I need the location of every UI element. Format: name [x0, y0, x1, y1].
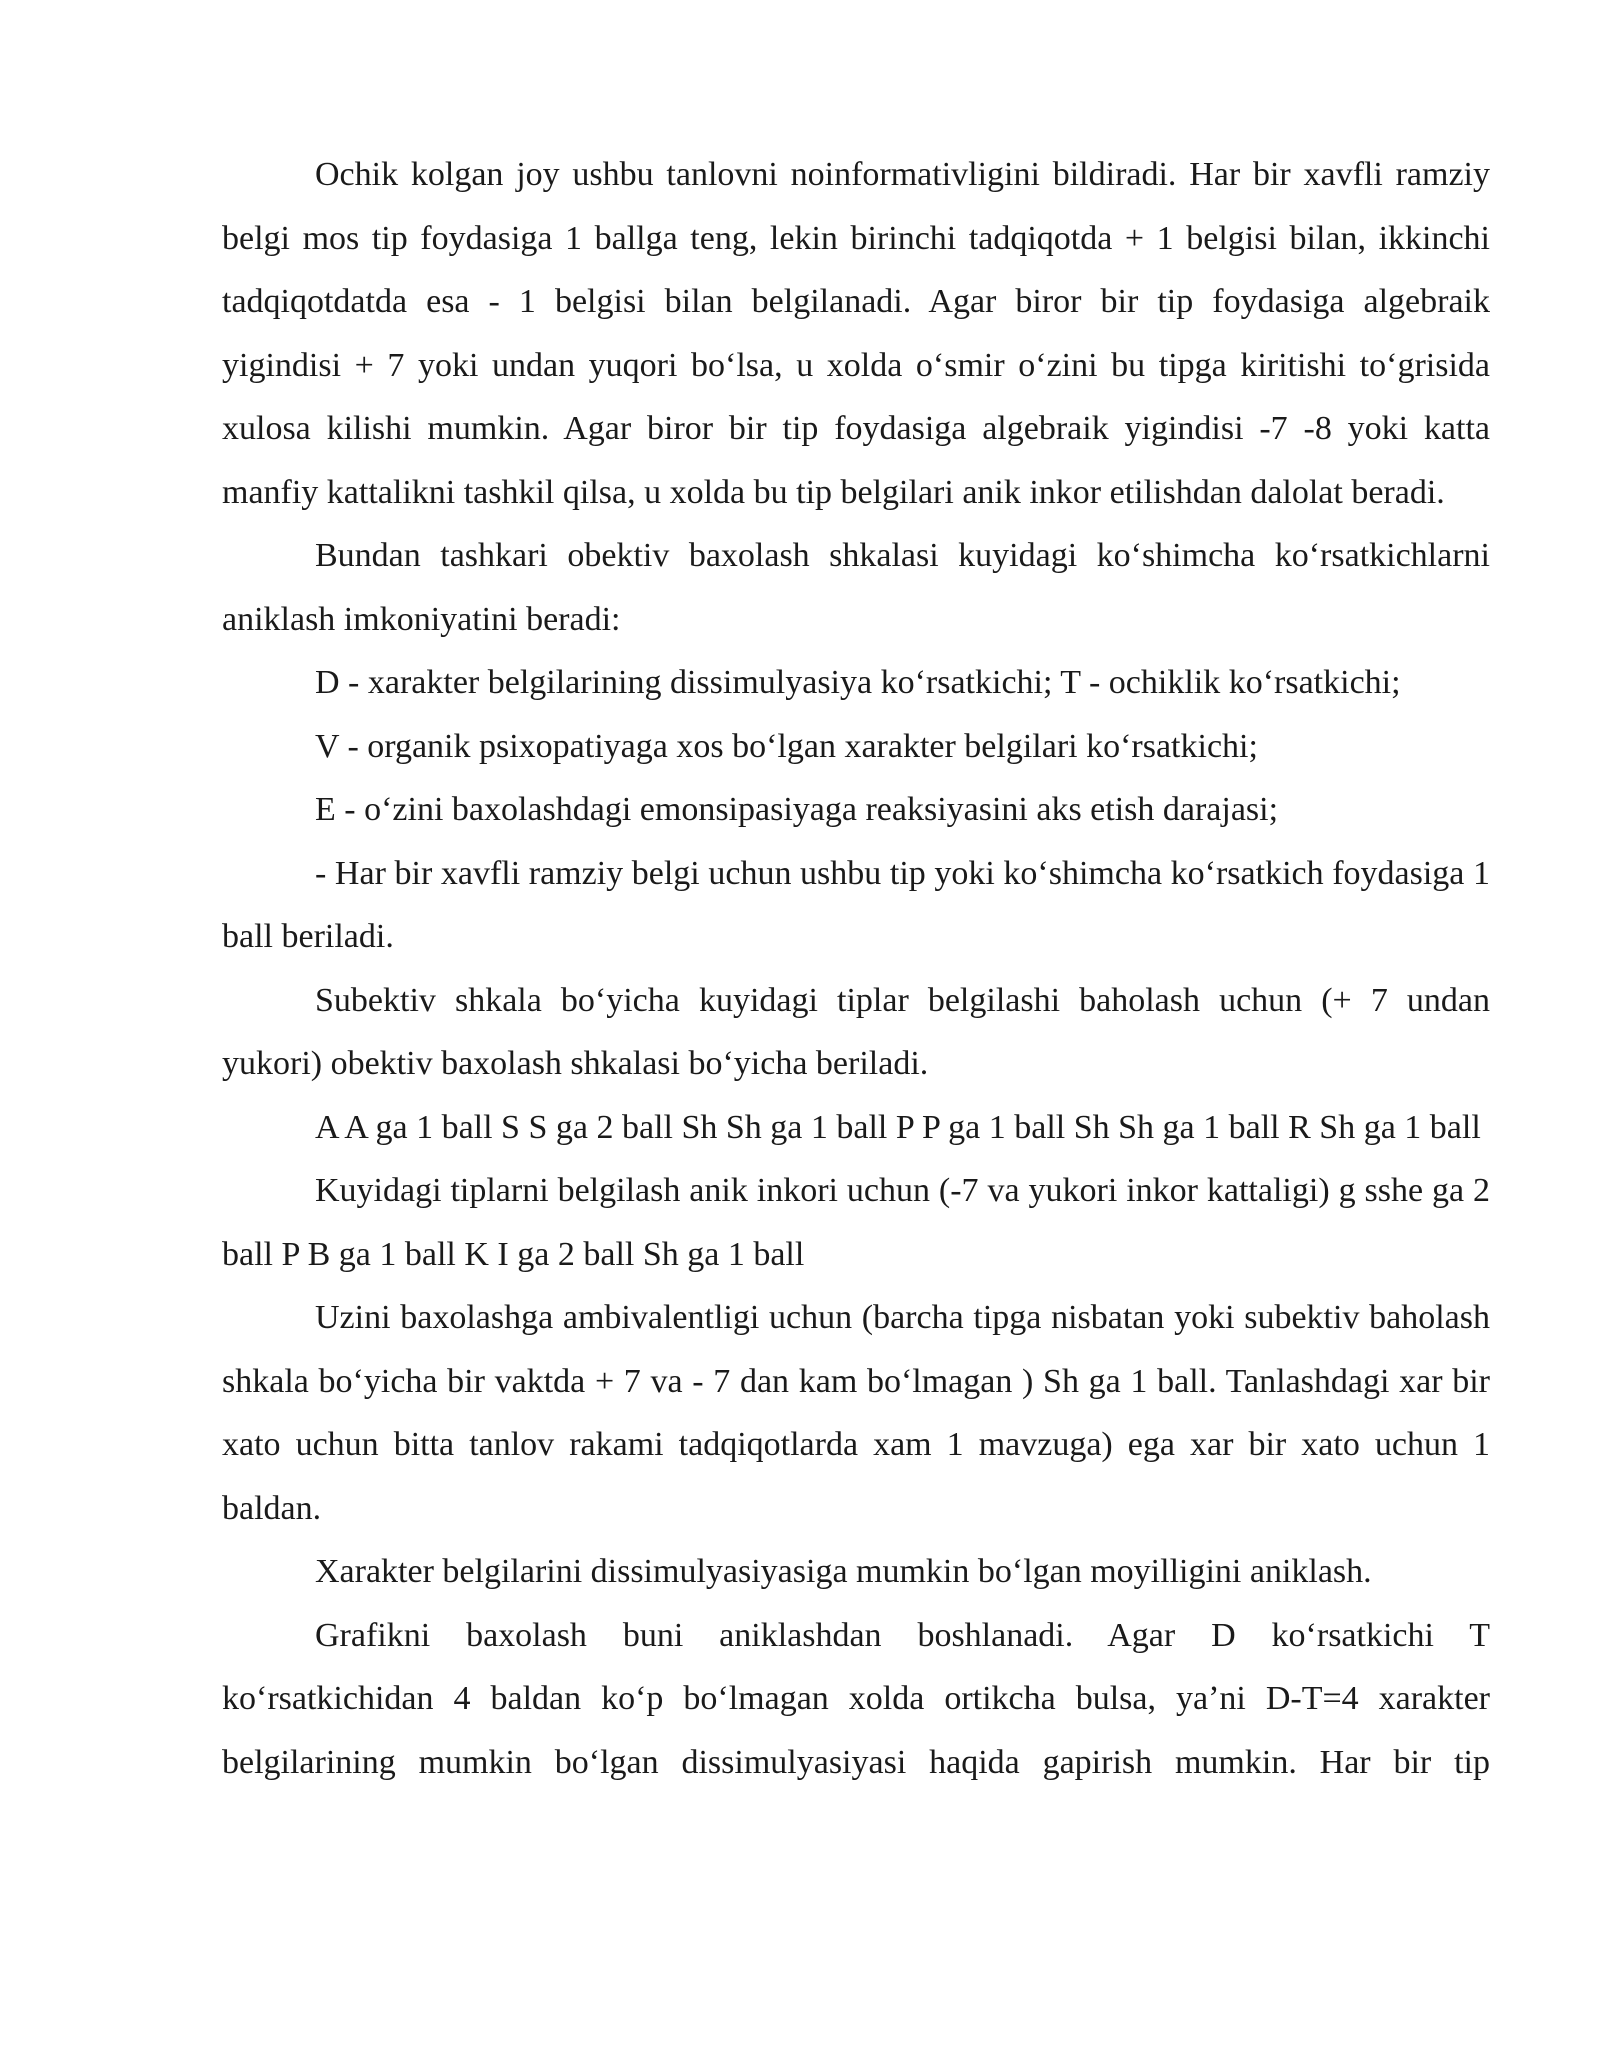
- paragraph-11: Xarakter belgilarini dissimulyasiyasiga mumkin boʻlgan moyilligini aniklash.: [315, 1553, 1372, 1590]
- paragraph-9: Kuyidagi tiplarni belgilash anik inkori uchun (-7 va yukori inkor kattaligi) g sshe ga 2 ball P B ga 1 ball K I ga 2 ball Sh ga 1 ball: [222, 1172, 1490, 1273]
- paragraph-6: - Har bir xavfli ramziy belgi uchun ushbu tip yoki koʻshimcha koʻrsatkich foydasiga 1 ball beriladi.: [222, 854, 1490, 955]
- paragraph-4: V - organik psixopatiyaga xos boʻlgan xarakter belgilari koʻrsatkichi;: [315, 727, 1258, 765]
- document-body: [222, 143, 1490, 1794]
- paragraph-1: Ochik kolgan joy ushbu tanlovni noinformativligini bildiradi. Har bir xavfli ramziy belgi mos tip foydasiga 1 ballga teng, lekin birinchi tadqiqotda + 1 belgisi bilan, ikkinchi tadqiqotdatda esa - 1 belgisi bilan belgilanadi. Agar biror bir tip foydasiga algebraik yigindisi + 7 yoki undan yuqori boʻlsa, u xolda oʻsmir oʻzini bu tipga kiritishi toʻgrisida xulosa kilishi mumkin. Agar biror bir tip foydasiga algebraik yigindisi -7 -8 yoki katta manfiy kattalikni tashkil qilsa, u xolda bu tip belgilari anik inkor etilishdan dalolat beradi.: [222, 156, 1490, 511]
- paragraph-10: Uzini baxolashga ambivalentligi uchun (barcha tipga nisbatan yoki subektiv baholash shkala boʻyicha bir vaktda + 7 va - 7 dan kam boʻlmagan ) Sh ga 1 ball. Tanlashdagi xar bir xato uchun bitta tanlov rakami tadqiqotlarda xam 1 mavzuga) ega xar bir xato uchun 1 baldan.: [222, 1299, 1490, 1527]
- paragraph-2: Bundan tashkari obektiv baxolash shkalasi kuyidagi koʻshimcha koʻrsatkichlarni aniklash imkoniyatini beradi:: [222, 537, 1490, 638]
- paragraph-7: Subektiv shkala boʻyicha kuyidagi tiplar belgilashi baholash uchun (+ 7 undan yukori) obektiv baxolash shkalasi boʻyicha beriladi.: [222, 981, 1490, 1082]
- paragraph-3: D - xarakter belgilarining dissimulyasiya koʻrsatkichi; T - ochiklik koʻrsatkichi;: [315, 664, 1401, 701]
- paragraph-12: Grafikni baxolash buni aniklashdan boshlanadi. Agar D koʻrsatkichi T koʻrsatkichidan 4 baldan koʻp boʻlmagan xolda ortikcha bulsa, yaʼni D-T=4 xarakter belgilarining mumkin boʻlgan dissimulyasiyasi haqida gapirish mumkin. Har bir tip: [222, 1616, 1490, 1781]
- paragraph-8: A A ga 1 ball S S ga 2 ball Sh Sh ga 1 ball P P ga 1 ball Sh Sh ga 1 ball R Sh ga 1 ball: [315, 1108, 1481, 1146]
- paragraph-5: E - oʻzini baxolashdagi emonsipasiyaga reaksiyasini aks etish darajasi;: [315, 791, 1279, 828]
